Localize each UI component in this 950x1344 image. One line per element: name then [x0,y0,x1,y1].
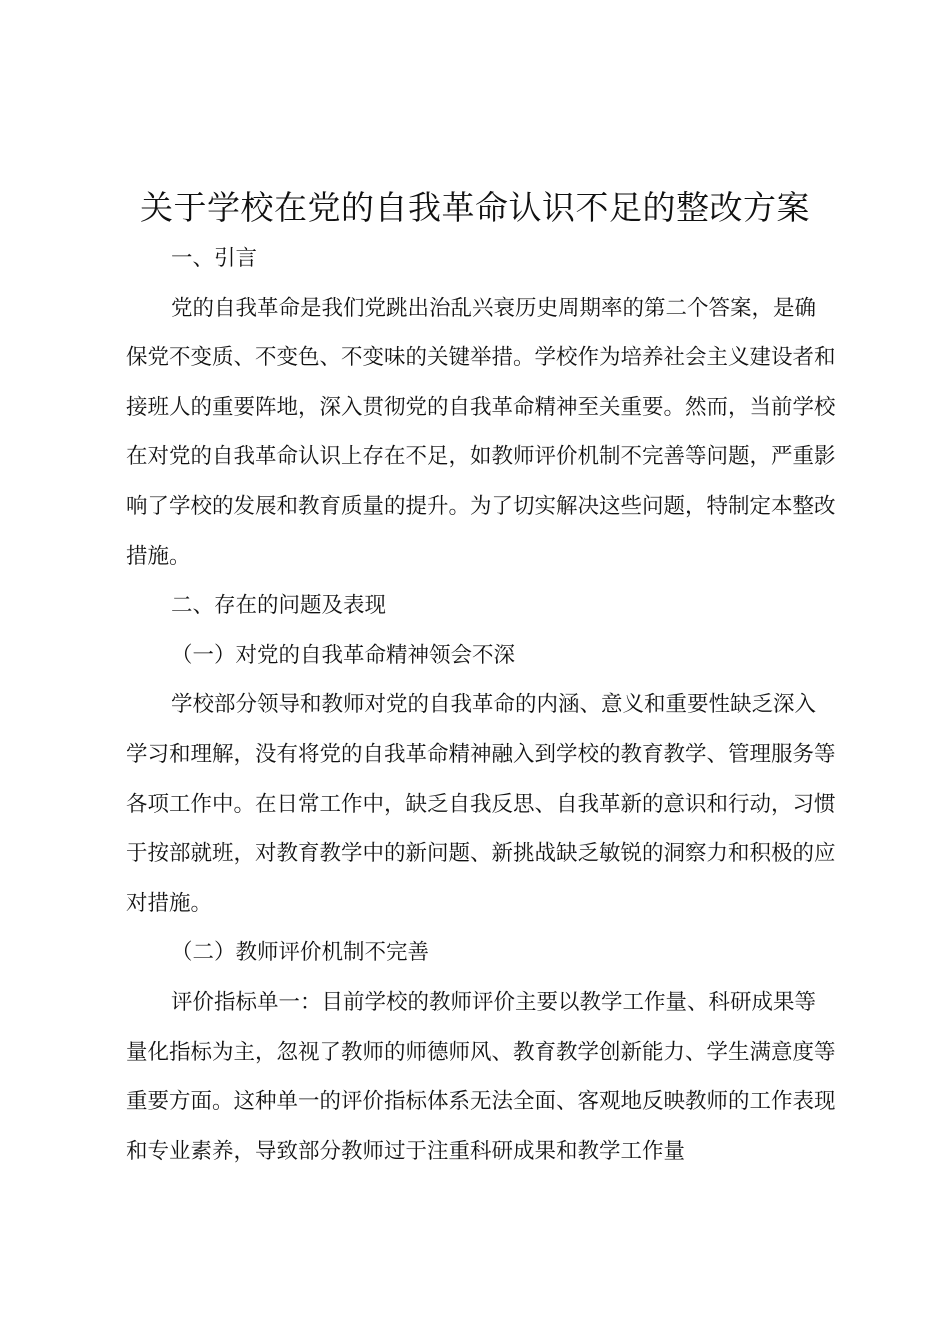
paragraph-evaluation: 评价指标单一：目前学校的教师评价主要以教学工作量、科研成果等量化指标为主，忽视了教师的师德师风、教育教学创新能力、学生满意度等重要方面。这种单一的评价指标体系无法全面、客观地反映教师的工作表现和专业素养，导致部分教师过于注重科研成果和教学工作量 [126,989,836,1164]
paragraph-introduction: 党的自我革命是我们党跳出治乱兴衰历史周期率的第二个答案，是确保党不变质、不变色、不变味的关键举措。学校作为培养社会主义建设者和接班人的重要阵地，深入贯彻党的自我革命精神至关重要。然而，当前学校在对党的自我革命认识上存在不足，如教师评价机制不完善等问题，严重影响了学校的发展和教育质量的提升。为了切实解决这些问题，特制定本整改措施。 [126,295,836,569]
document-body [126,234,836,1176]
paragraph-understanding: 学校部分领导和教师对党的自我革命的内涵、意义和重要性缺乏深入学习和理解，没有将党的自我革命精神融入到学校的教育教学、管理服务等各项工作中。在日常工作中，缺乏自我反思、自我革新的意识和行动，习惯于按部就班，对教育教学中的新问题、新挑战缺乏敏锐的洞察力和积极的应对措施。 [126,692,836,916]
subsection-heading-evaluation: （二）教师评价机制不完善 [171,940,430,966]
section-heading-problems: 二、存在的问题及表现 [171,593,387,619]
document-title: 关于学校在党的自我革命认识不足的整改方案 [140,188,810,227]
section-heading-introduction: 一、引言 [171,246,258,271]
subsection-heading-understanding: （一）对党的自我革命精神领会不深 [171,642,516,668]
